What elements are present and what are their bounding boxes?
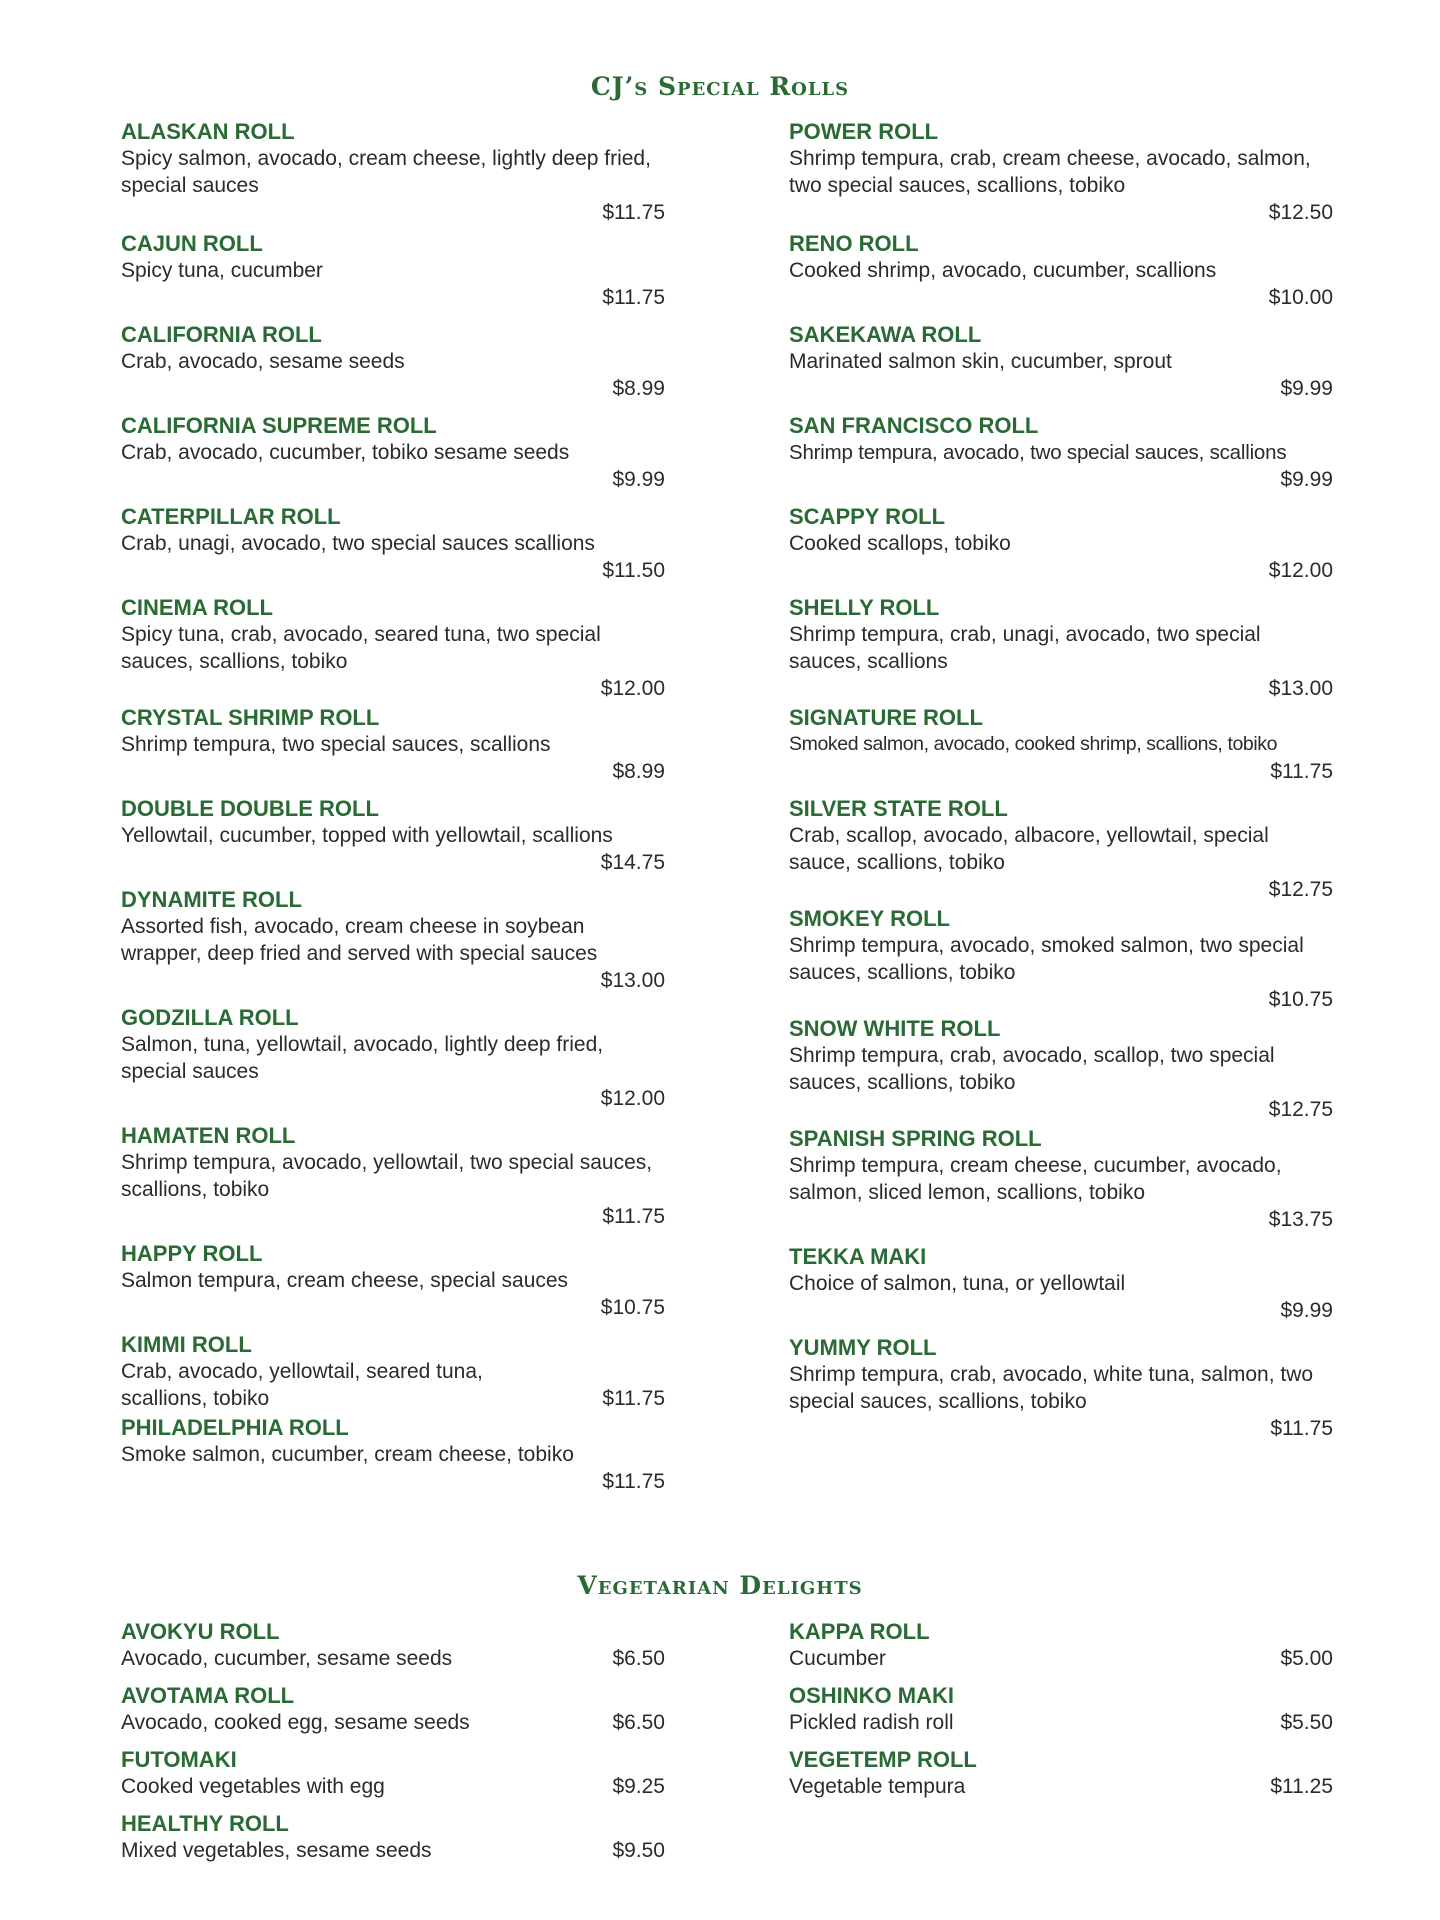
- item-price: $11.75: [602, 201, 665, 224]
- item-desc: Shrimp tempura, avocado, smoked salmon, two special sauces, scallions, tobiko: [789, 934, 1304, 984]
- menu-item: [789, 1243, 1333, 1324]
- item-price: $8.99: [612, 760, 665, 783]
- item-desc: Smoked salmon, avocado, cooked shrimp, scallions, tobiko: [789, 733, 1278, 755]
- item-name: DYNAMITE ROLL: [121, 887, 302, 912]
- menu-item: [121, 118, 665, 226]
- item-name: OSHINKO MAKI: [789, 1683, 954, 1708]
- item-name: HEALTHY ROLL: [121, 1811, 289, 1836]
- menu-item: [789, 1125, 1333, 1233]
- menu-item: [121, 1240, 665, 1321]
- item-name: KAPPA ROLL: [789, 1619, 930, 1644]
- menu-item: [789, 503, 1333, 584]
- item-name: YUMMY ROLL: [789, 1335, 937, 1360]
- menu-item: [121, 1331, 665, 1412]
- item-price: $9.99: [1280, 468, 1333, 491]
- item-name: SCAPPY ROLL: [789, 504, 946, 529]
- menu-item: [789, 321, 1333, 402]
- item-name: PHILADELPHIA ROLL: [121, 1415, 349, 1440]
- menu-item: [121, 704, 665, 785]
- item-price: $11.75: [602, 1470, 665, 1493]
- menu-item: [789, 704, 1333, 785]
- vegetarian-left-column: [121, 1618, 665, 1864]
- item-price: $10.00: [1268, 286, 1333, 309]
- item-name: CALIFORNIA SUPREME ROLL: [121, 413, 437, 438]
- item-price: $9.50: [612, 1839, 665, 1862]
- special-rolls-title: CJ’s Special Rolls: [590, 72, 850, 101]
- item-desc: Crab, avocado, yellowtail, seared tuna, scallions, tobiko: [121, 1360, 483, 1410]
- item-desc: Shrimp tempura, cream cheese, cucumber, avocado, salmon, sliced lemon, scallions, tobiko: [789, 1154, 1282, 1204]
- item-desc: Shrimp tempura, crab, cream cheese, avocado, salmon, two special sauces, scallions, tobiko: [789, 147, 1311, 197]
- item-price: $11.75: [602, 1205, 665, 1228]
- item-desc: Salmon tempura, cream cheese, special sauces: [121, 1269, 569, 1292]
- item-name: HAMATEN ROLL: [121, 1123, 296, 1148]
- item-name: SPANISH SPRING ROLL: [789, 1126, 1042, 1151]
- item-price: $12.75: [1268, 878, 1333, 901]
- item-desc: Vegetable tempura: [789, 1775, 966, 1798]
- item-name: RENO ROLL: [789, 231, 919, 256]
- menu-item: [789, 795, 1333, 903]
- item-desc: Spicy tuna, crab, avocado, seared tuna, two special sauces, scallions, tobiko: [121, 623, 601, 673]
- item-price: $9.25: [612, 1775, 665, 1798]
- menu-item: [121, 1682, 665, 1736]
- item-price: $11.75: [602, 1387, 665, 1410]
- menu-item: [121, 1618, 665, 1672]
- item-price: $5.00: [1280, 1647, 1333, 1670]
- item-price: $11.25: [1270, 1775, 1333, 1798]
- item-price: $12.00: [600, 1087, 665, 1110]
- item-desc: Avocado, cooked egg, sesame seeds: [121, 1711, 470, 1734]
- item-desc: Choice of salmon, tuna, or yellowtail: [789, 1272, 1126, 1295]
- item-desc: Salmon, tuna, yellowtail, avocado, lightly deep fried, special sauces: [121, 1033, 604, 1083]
- menu-item: [121, 321, 665, 402]
- item-desc: Cooked vegetables with egg: [121, 1775, 385, 1798]
- item-name: CALIFORNIA ROLL: [121, 322, 322, 347]
- item-name: CINEMA ROLL: [121, 595, 273, 620]
- menu-item: [789, 1746, 1333, 1800]
- item-desc: Spicy salmon, avocado, cream cheese, lightly deep fried, special sauces: [121, 147, 651, 197]
- item-price: $12.50: [1268, 201, 1333, 224]
- item-name: CAJUN ROLL: [121, 231, 263, 256]
- menu-item: [121, 230, 665, 311]
- item-price: $9.99: [1280, 1299, 1333, 1322]
- item-name: HAPPY ROLL: [121, 1241, 263, 1266]
- item-desc: Crab, scallop, avocado, albacore, yellowtail, special sauce, scallions, tobiko: [789, 824, 1269, 874]
- special-rolls-left-column: [121, 118, 665, 1495]
- item-name: SIGNATURE ROLL: [789, 705, 983, 730]
- menu-item: [121, 1746, 665, 1800]
- item-desc: Spicy tuna, cucumber: [121, 259, 323, 282]
- menu-item: [789, 230, 1333, 311]
- item-price: $10.75: [600, 1296, 665, 1319]
- item-price: $11.75: [602, 286, 665, 309]
- item-name: VEGETEMP ROLL: [789, 1747, 977, 1772]
- vegetarian-delights-title: Vegetarian Delights: [577, 1571, 863, 1600]
- menu-item: [121, 1810, 665, 1864]
- item-desc: Crab, avocado, sesame seeds: [121, 350, 405, 373]
- vegetarian-right-column: [789, 1618, 1333, 1800]
- menu-item: [121, 1122, 665, 1230]
- item-name: SAKEKAWA ROLL: [789, 322, 982, 347]
- item-price: $12.00: [600, 677, 665, 700]
- item-name: CATERPILLAR ROLL: [121, 504, 341, 529]
- item-desc: Cooked shrimp, avocado, cucumber, scallions: [789, 259, 1217, 282]
- menu-item: [121, 795, 665, 876]
- item-name: KIMMI ROLL: [121, 1332, 252, 1357]
- menu-item: [789, 1618, 1333, 1672]
- item-price: $12.00: [1268, 559, 1333, 582]
- item-desc: Cooked scallops, tobiko: [789, 532, 1011, 555]
- item-name: SNOW WHITE ROLL: [789, 1016, 1001, 1041]
- item-desc: Shrimp tempura, two special sauces, scallions: [121, 733, 551, 756]
- item-desc: Assorted fish, avocado, cream cheese in soybean wrapper, deep fried and served with special sauces: [121, 915, 598, 965]
- menu-item: [121, 594, 665, 702]
- item-desc: Mixed vegetables, sesame seeds: [121, 1839, 432, 1862]
- item-desc: Avocado, cucumber, sesame seeds: [121, 1647, 453, 1670]
- item-price: $13.00: [1268, 677, 1333, 700]
- menu-item: [121, 1414, 665, 1495]
- item-price: $8.99: [612, 377, 665, 400]
- item-name: SILVER STATE ROLL: [789, 796, 1008, 821]
- item-name: SHELLY ROLL: [789, 595, 940, 620]
- item-desc: Cucumber: [789, 1647, 886, 1670]
- menu-item: [789, 1334, 1333, 1442]
- item-desc: Crab, avocado, cucumber, tobiko sesame seeds: [121, 441, 570, 464]
- item-price: $11.75: [1270, 760, 1333, 783]
- item-desc: Marinated salmon skin, cucumber, sprout: [789, 350, 1172, 373]
- item-name: DOUBLE DOUBLE ROLL: [121, 796, 379, 821]
- item-name: TEKKA MAKI: [789, 1244, 927, 1269]
- item-price: $11.75: [1270, 1417, 1333, 1440]
- item-desc: Shrimp tempura, crab, avocado, scallop, two special sauces, scallions, tobiko: [789, 1044, 1275, 1094]
- item-name: FUTOMAKI: [121, 1747, 237, 1772]
- menu-item: [789, 412, 1333, 493]
- item-name: POWER ROLL: [789, 119, 939, 144]
- item-desc: Shrimp tempura, avocado, yellowtail, two special sauces, scallions, tobiko: [121, 1151, 653, 1201]
- menu-item: [121, 886, 665, 994]
- item-price: $13.00: [600, 969, 665, 992]
- item-name: AVOTAMA ROLL: [121, 1683, 295, 1708]
- item-name: SAN FRANCISCO ROLL: [789, 413, 1039, 438]
- menu-item: [789, 594, 1333, 702]
- item-price: $6.50: [612, 1711, 665, 1734]
- menu-item: [789, 905, 1333, 1013]
- item-price: $13.75: [1268, 1208, 1333, 1231]
- item-name: SMOKEY ROLL: [789, 906, 950, 931]
- item-desc: Yellowtail, cucumber, topped with yellowtail, scallions: [121, 824, 613, 847]
- item-desc: Smoke salmon, cucumber, cream cheese, tobiko: [121, 1443, 574, 1466]
- item-desc: Shrimp tempura, crab, avocado, white tuna, salmon, two special sauces, scallions, tobiko: [789, 1363, 1314, 1413]
- menu-item: [789, 118, 1333, 226]
- item-name: AVOKYU ROLL: [121, 1619, 280, 1644]
- item-price: $12.75: [1268, 1098, 1333, 1121]
- special-rolls-right-column: [789, 118, 1333, 1442]
- item-price: $11.50: [602, 559, 665, 582]
- item-name: GODZILLA ROLL: [121, 1005, 299, 1030]
- item-price: $14.75: [600, 851, 665, 874]
- menu-item: [789, 1682, 1333, 1736]
- menu-item: [789, 1015, 1333, 1123]
- item-desc: Pickled radish roll: [789, 1711, 954, 1734]
- item-price: $6.50: [612, 1647, 665, 1670]
- item-price: $9.99: [612, 468, 665, 491]
- menu-item: [121, 503, 665, 584]
- item-price: $10.75: [1268, 988, 1333, 1011]
- menu-item: [121, 1004, 665, 1112]
- item-name: ALASKAN ROLL: [121, 119, 295, 144]
- item-desc: Shrimp tempura, avocado, two special sauces, scallions: [789, 441, 1287, 464]
- item-desc: Shrimp tempura, crab, unagi, avocado, two special sauces, scallions: [789, 623, 1261, 673]
- item-price: $9.99: [1280, 377, 1333, 400]
- item-name: CRYSTAL SHRIMP ROLL: [121, 705, 380, 730]
- menu-item: [121, 412, 665, 493]
- item-desc: Crab, unagi, avocado, two special sauces scallions: [121, 532, 595, 555]
- item-price: $5.50: [1280, 1711, 1333, 1734]
